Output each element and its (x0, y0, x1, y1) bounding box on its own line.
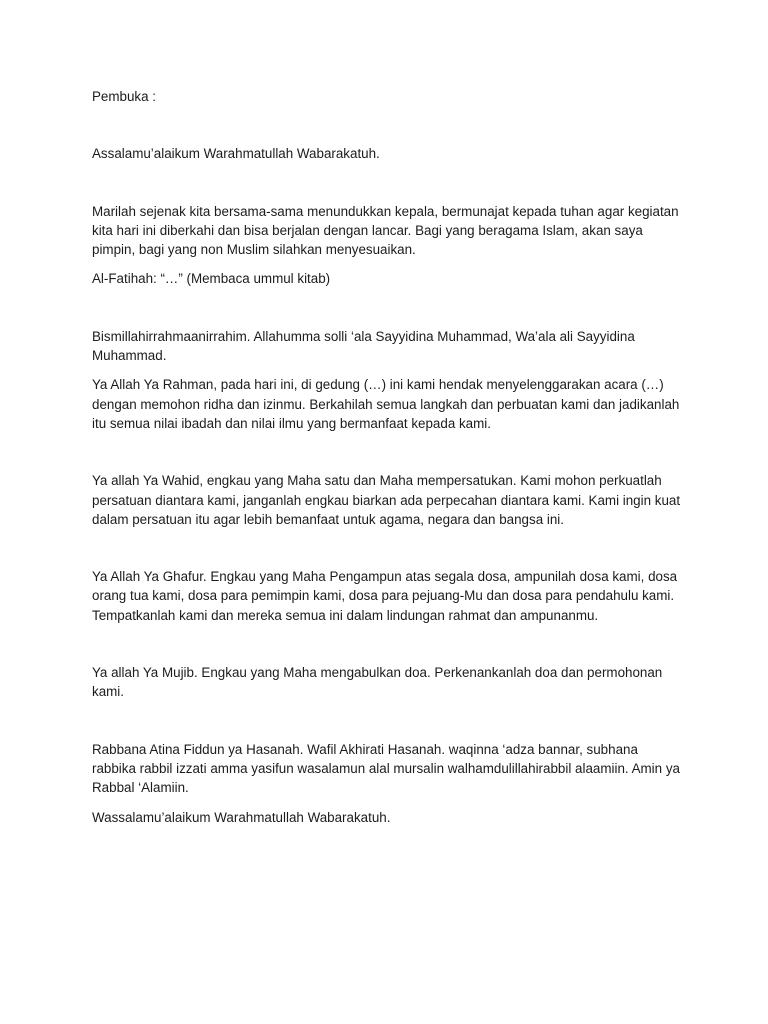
paragraph-closing-greeting: Wassalamu’alaikum Warahmatullah Wabarakatuh. (92, 809, 391, 825)
paragraph-greeting: Assalamu’alaikum Warahmatullah Wabarakatuh. (92, 146, 380, 162)
paragraph-rabbana: Rabbana Atina Fiddun ya Hasanah. Wafil Akhirati Hasanah. waqinna ‘adza bannar, subhana rabbika rabbil izzati amma yasifun wasalamun alal mursalin walhamdulillahirabbil alaamiin. Amin ya Rabbal ‘Alamiin. (92, 741, 680, 796)
document-body (92, 87, 682, 827)
paragraph-invitation: Marilah sejenak kita bersama-sama menundukkan kepala, bermunajat kepada tuhan agar kegiatan kita hari ini diberkahi dan bisa berjalan dengan lancar. Bagi yang beragama Islam, akan saya pimpin, bagi yang non Muslim silahkan menyesuaikan. (92, 203, 679, 258)
paragraph-ya-wahid: Ya allah Ya Wahid, engkau yang Maha satu dan Maha mempersatukan. Kami mohon perkuatlah persatuan diantara kami, janganlah engkau biarkan ada perpecahan diantara kami. Kami ingin kuat dalam persatuan itu agar lebih bemanfaat untuk agama, negara dan bangsa ini. (92, 473, 681, 527)
paragraph-bismillah: Bismillahirrahmaanirrahim. Allahumma solli ‘ala Sayyidina Muhammad, Wa’ala ali Sayyidina Muhammad. (92, 328, 635, 364)
paragraph-ya-ghafur: Ya Allah Ya Ghafur. Engkau yang Maha Pengampun atas segala dosa, ampunilah dosa kami, dosa orang tua kami, dosa para pemimpin kami, dosa para pejuang-Mu dan dosa para pendahulu kami. Tempatkanlah kami dan mereka semua ini dalam lindungan rahmat dan ampunanmu. (92, 569, 678, 623)
paragraph-al-fatihah: Al-Fatihah: “…” (Membaca ummul kitab) (92, 271, 331, 287)
paragraph-ya-rahman: Ya Allah Ya Rahman, pada hari ini, di gedung (…) ini kami hendak menyelenggarakan acara (…) dengan memohon ridha dan izinmu. Berkahilah semua langkah dan perbuatan kami dan jadikanlah itu semua nilai ibadah dan nilai ilmu yang bermanfaat kepada kami. (92, 377, 680, 431)
paragraph-opening-label: Pembuka : (92, 89, 157, 104)
paragraph-ya-mujib: Ya allah Ya Mujib. Engkau yang Maha mengabulkan doa. Perkenankanlah doa dan permohonan kami. (92, 665, 663, 700)
